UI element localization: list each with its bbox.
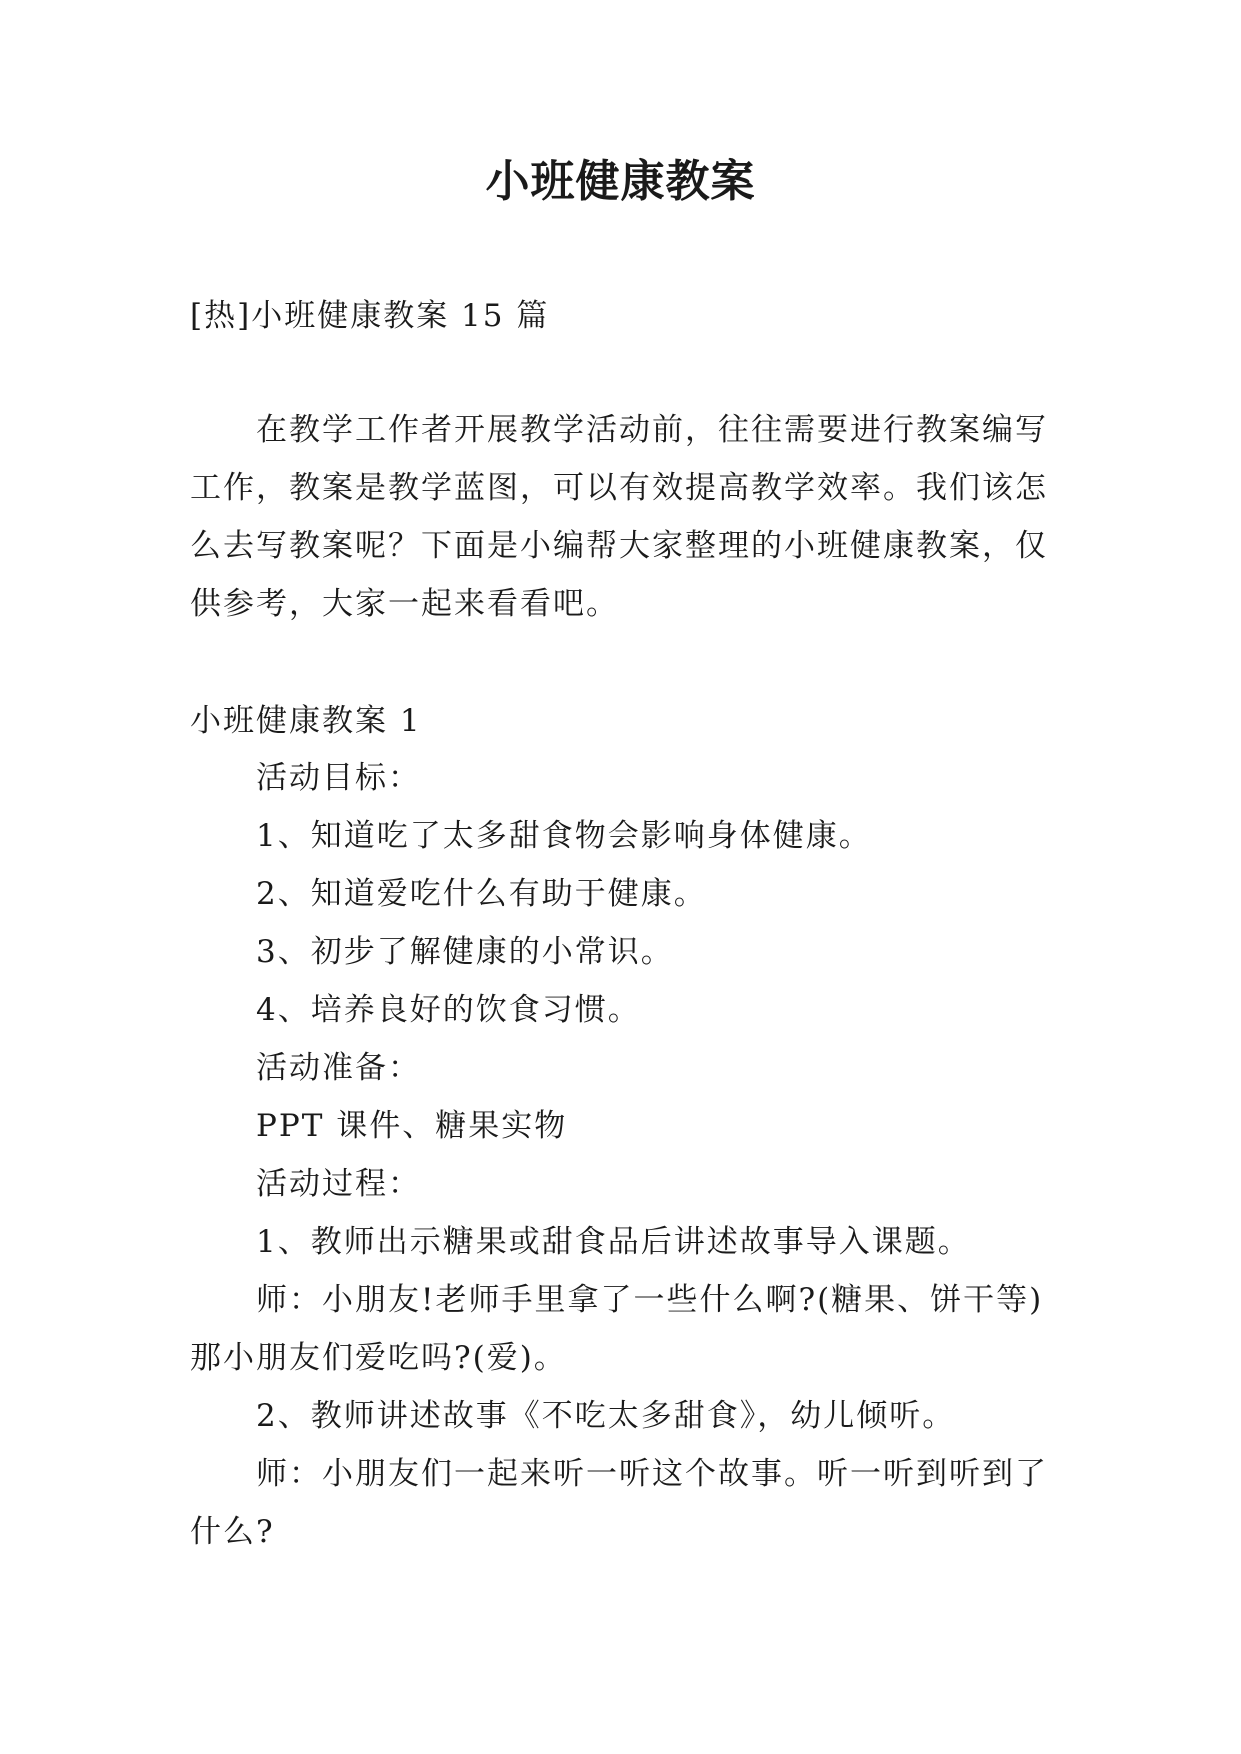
section-heading-preparation: 活动准备： xyxy=(256,1050,421,1086)
body-line: PPT 课件、糖果实物 xyxy=(256,1108,568,1144)
intro-line: 在教学工作者开展教学活动前，往往需要进行教案编写 xyxy=(256,412,1048,448)
body-line: 师：小朋友们一起来听一听这个故事。听一听到听到了 xyxy=(256,1456,1048,1492)
document-subtitle: [热]小班健康教案 15 篇 xyxy=(190,298,550,334)
list-item: 3、初步了解健康的小常识。 xyxy=(256,934,674,970)
body-line: 那小朋友们爱吃吗?(爱)。 xyxy=(190,1340,567,1376)
intro-line: 么去写教案呢？下面是小编帮大家整理的小班健康教案，仅 xyxy=(190,528,1048,564)
body-line: 师：小朋友!老师手里拿了一些什么啊?(糖果、饼干等) xyxy=(256,1282,1044,1318)
list-item: 2、教师讲述故事《不吃太多甜食》，幼儿倾听。 xyxy=(256,1398,956,1434)
intro-line: 供参考，大家一起来看看吧。 xyxy=(190,586,619,622)
section-title: 小班健康教案 1 xyxy=(190,703,422,739)
document-title: 小班健康教案 xyxy=(485,156,756,207)
section-heading-process: 活动过程： xyxy=(256,1166,421,1202)
list-item: 1、知道吃了太多甜食物会影响身体健康。 xyxy=(256,818,872,854)
list-item: 4、培养良好的饮食习惯。 xyxy=(256,992,641,1028)
list-item: 1、教师出示糖果或甜食品后讲述故事导入课题。 xyxy=(256,1224,971,1260)
body-line: 什么? xyxy=(190,1514,275,1550)
intro-line: 工作，教案是教学蓝图，可以有效提高教学效率。我们该怎 xyxy=(190,470,1048,506)
list-item: 2、知道爱吃什么有助于健康。 xyxy=(256,876,707,912)
section-heading-goals: 活动目标： xyxy=(256,760,421,796)
